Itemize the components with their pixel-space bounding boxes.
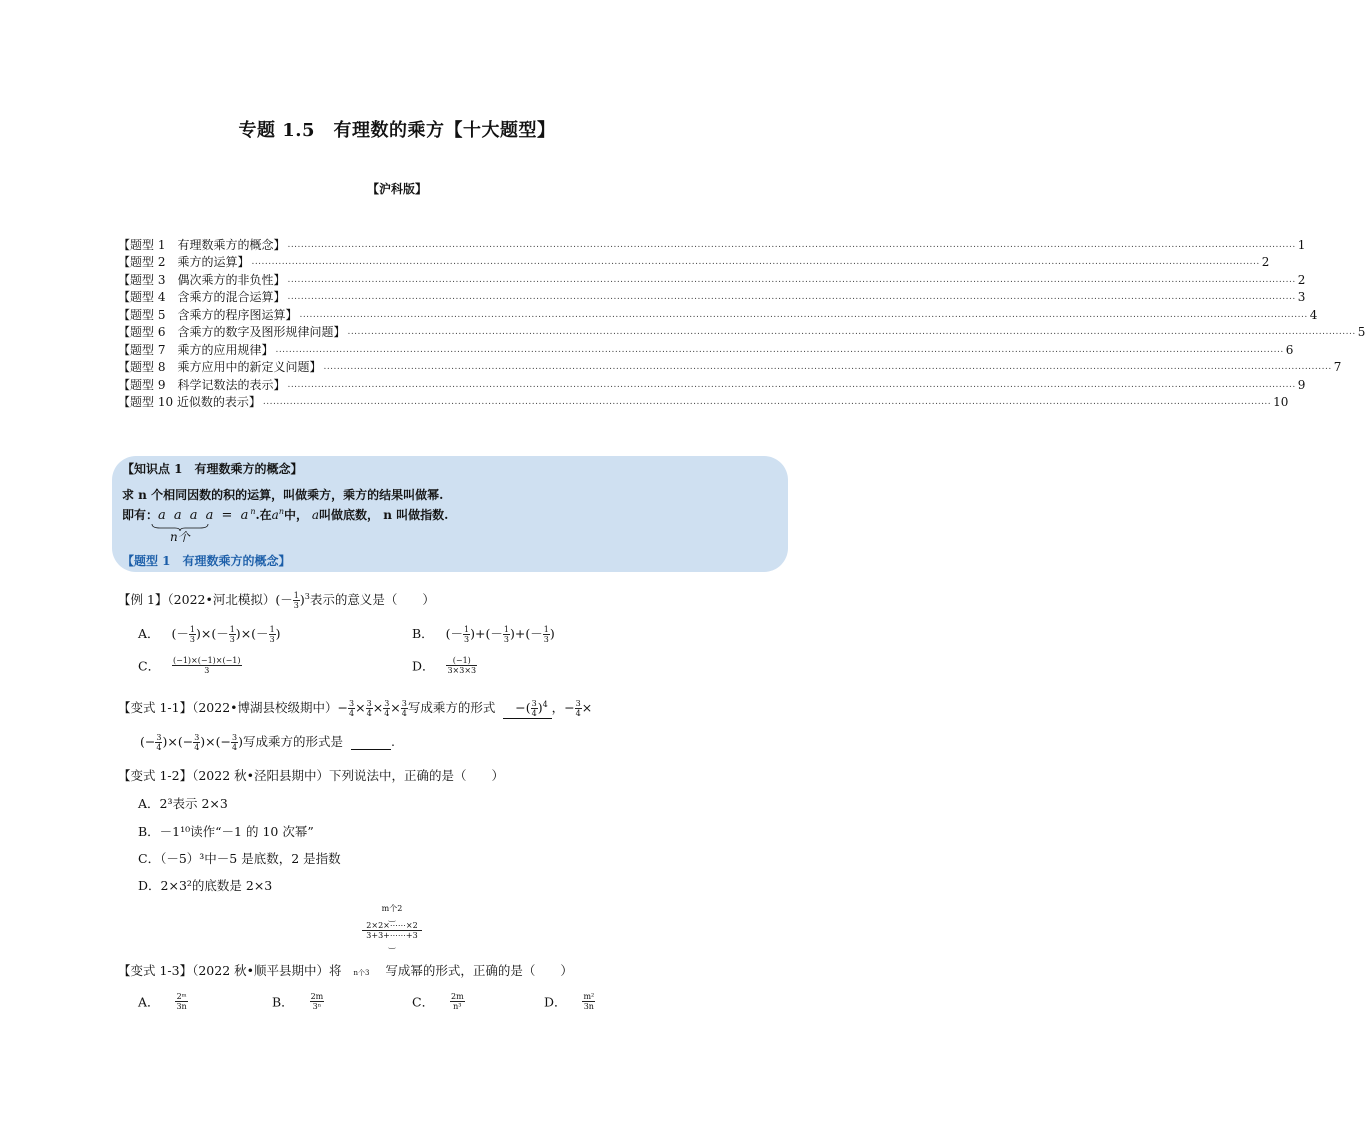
toc-leader-dots: ............................................................................................................................................................................................................................................................................................................: [251, 257, 1260, 267]
table-of-contents: [118, 236, 1365, 411]
formula-prefix: 即有：: [122, 508, 159, 522]
stack-top-label: m个2: [381, 904, 403, 913]
variant-1-3-option-b[interactable]: B． $\frac{2m}{\text{3ⁿ}}$: [272, 992, 324, 1011]
variant-1-2-option-b[interactable]: B．－1¹⁰读作“－1 的 10 次幂”: [138, 824, 314, 839]
formula-base: a: [271, 508, 279, 522]
toc-entry-label: 【题型 4 含乘方的混合运算】: [118, 290, 286, 304]
question-type-heading: 【题型 1 有理数乘方的概念】: [122, 554, 291, 568]
toc-entry-page: 4: [1309, 307, 1318, 322]
variant-1-2-option-a[interactable]: A．2³表示 2×3: [138, 796, 228, 811]
example-1-option-a[interactable]: A． (－ $\frac{1}{3}$ )×(－ $\frac{1}{3}$ )×(－ $\frac{1}{3}$ ): [138, 625, 281, 644]
toc-entry-page: 3: [1297, 290, 1306, 304]
toc-entry[interactable]: [118, 271, 1306, 289]
page-title: 专题 1.5 有理数的乘方【十大题型】: [238, 120, 556, 141]
toc-leader-dots: ............................................................................................................................................................................................................................................................................................................: [287, 292, 1296, 302]
toc-entry-label: 【题型 5 含乘方的程序图运算】: [118, 307, 298, 322]
formula-exponent: n: [250, 507, 256, 516]
toc-entry-page: 10: [1273, 395, 1289, 409]
toc-entry[interactable]: [118, 236, 1306, 254]
toc-leader-dots: ............................................................................................................................................................................................................................................................................................................: [299, 309, 1308, 320]
variant-1-2-option-c[interactable]: C．（－5）³中－5 是底数，2 是指数: [138, 851, 341, 866]
formula-glyphs: a a a a = a: [158, 508, 251, 523]
toc-entry-label: 【题型 3 偶次乘方的非负性】: [118, 272, 286, 287]
variant-1-1-line-2: (− $\frac{3}{4}$ )×(− $\frac{3}{4}$ )×(− $\frac{3}{4}$ )写成乘方的形式是 .: [140, 733, 395, 752]
toc-entry-page: 6: [1285, 342, 1294, 357]
variant-1-2-option-d[interactable]: D．2×3²的底数是 2×3: [138, 878, 273, 893]
toc-entry[interactable]: [118, 306, 1318, 324]
toc-leader-dots: ............................................................................................................................................................................................................................................................................................................: [323, 362, 1332, 372]
stack-denominator: 3+3+⋯⋯+3: [366, 931, 418, 940]
toc-entry[interactable]: [118, 324, 1365, 342]
formula-a: a: [311, 508, 319, 522]
under-brace-label: n个: [170, 530, 190, 544]
example-1-prefix: 【例 1】（2022•河北模拟）: [118, 592, 276, 607]
example-1-expr: (－ $\frac{1}{3}$ )$^3$: [275, 591, 310, 610]
toc-entry-label: 【题型 1 有理数乘方的概念】: [118, 237, 286, 252]
toc-leader-dots: ............................................................................................................................................................................................................................................................................................................: [287, 239, 1296, 250]
toc-entry-page: 2: [1261, 255, 1270, 269]
stack-numerator: 2×2×⋯⋯×2: [362, 921, 422, 931]
formula-exponent-2: n: [278, 507, 284, 516]
example-1-option-b[interactable]: B． (－ $\frac{1}{3}$ )+(－ $\frac{1}{3}$ )+(－ $\frac{1}{3}$ ): [412, 625, 555, 644]
toc-entry-label: 【题型 6 含乘方的数字及图形规律问题】: [118, 325, 346, 339]
formula-text-2: 叫做底数，: [318, 508, 379, 522]
example-1-option-c[interactable]: C． $\frac{(-1)\times(-1)\times(-1)}{3}$: [138, 656, 241, 675]
toc-entry-page: 1: [1297, 237, 1306, 252]
variant-1-2-question: 【变式 1-2】（2022 秋•泾阳县期中）下列说法中，正确的是（ ）: [118, 768, 505, 783]
toc-entry-label: 【题型 7 乘方的应用规律】: [118, 342, 274, 357]
toc-entry-label: 【题型 9 科学记数法的表示】: [118, 377, 286, 392]
variant-1-1-answer-1[interactable]: −( $\frac{3}{4}$ )$^4$: [503, 699, 551, 719]
power-formula: [122, 506, 448, 523]
variant-1-1-prefix: 【变式 1-1】（2022•博湖县校级期中）: [118, 700, 338, 715]
toc-entry-label: 【题型 8 乘方应用中的新定义问题】: [118, 360, 322, 374]
variant-1-1-question: 【变式 1-1】（2022•博湖县校级期中）− $\frac{3}{4}$ × $\frac{3}{4}$ × $\frac{3}{4}$ × $\frac{3}{4}$ 写成乘方的形式 −( $\frac{3}{4}$ )$^4$ ，− $\frac{3}{4}$ ×: [118, 699, 593, 718]
variant-1-1-answer-2[interactable]: [351, 734, 391, 750]
variant-1-3-option-a[interactable]: A． $\frac{\text{2ᵐ}}{3n}$: [138, 992, 187, 1011]
knowledge-point-definition: 求 n 个相同因数的积的运算，叫做乘方，乘方的结果叫做幂.: [122, 488, 444, 502]
toc-leader-dots: ............................................................................................................................................................................................................................................................................................................: [347, 327, 1356, 337]
toc-entry-label: 【题型 10 近似数的表示】: [118, 395, 261, 409]
toc-entry[interactable]: [118, 394, 1289, 412]
toc-leader-dots: ............................................................................................................................................................................................................................................................................................................: [262, 397, 1272, 407]
edition-label: 【沪科版】: [366, 182, 427, 196]
toc-entry[interactable]: [118, 289, 1306, 307]
knowledge-point-heading: 【知识点 1 有理数乘方的概念】: [122, 462, 303, 476]
toc-leader-dots: ............................................................................................................................................................................................................................................................................................................: [287, 274, 1296, 285]
toc-entry[interactable]: [118, 359, 1342, 377]
formula-n: n: [383, 508, 392, 522]
toc-leader-dots: ............................................................................................................................................................................................................................................................................................................: [275, 344, 1284, 355]
toc-entry-page: 5: [1357, 325, 1365, 339]
toc-entry-label: 【题型 2 乘方的运算】: [118, 255, 250, 269]
toc-entry[interactable]: [118, 254, 1270, 272]
variant-1-3-question: 【变式 1-3】（2022 秋•顺平县期中）将 n个3 写成幂的形式，正确的是（ ）: [118, 963, 573, 978]
example-1-suffix: 表示的意义是（ ）: [309, 592, 435, 607]
toc-entry-page: 9: [1297, 377, 1306, 392]
toc-leader-dots: ............................................................................................................................................................................................................................................................................................................: [287, 379, 1296, 390]
formula-text-3: 叫做指数.: [396, 508, 449, 522]
variant-1-3-option-c[interactable]: C． $\frac{2m}{\text{n³}}$: [412, 992, 464, 1011]
example-1-question: [118, 590, 435, 610]
formula-mid: .在: [255, 508, 272, 522]
formula-text-1: 中，: [283, 508, 308, 522]
toc-entry-page: 2: [1297, 272, 1306, 287]
variant-1-3-expression: m个2 ‿ 2×2×⋯⋯×2 3+3+⋯⋯+3 ‿: [362, 904, 422, 946]
toc-entry[interactable]: [118, 376, 1306, 394]
toc-entry[interactable]: [118, 341, 1294, 359]
example-1-option-d[interactable]: D． $\frac{(-1)}{3\times 3\times 3}$: [412, 656, 477, 675]
variant-1-3-option-d[interactable]: D． $\frac{\text{m²}}{3n}$: [544, 992, 595, 1011]
toc-entry-page: 7: [1333, 360, 1342, 374]
